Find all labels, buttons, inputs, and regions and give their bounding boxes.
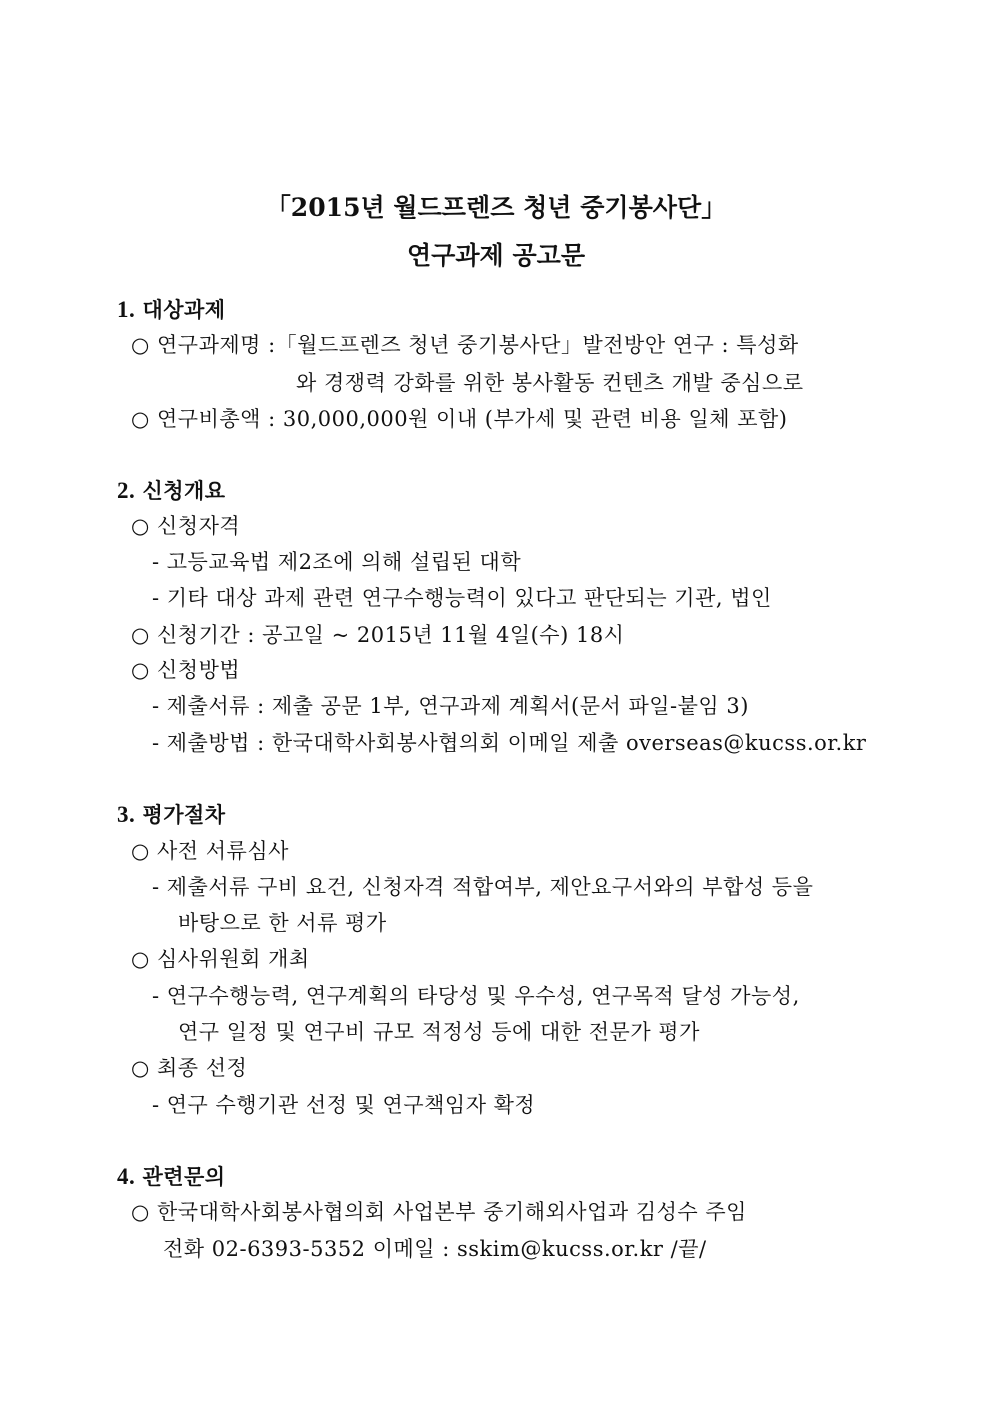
sub-item: - 고등교육법 제2조에 의해 설립된 대학: [152, 550, 522, 574]
section-2-heading: [117, 477, 226, 505]
sub-item: - 제출서류 구비 요건, 신청자격 적합여부, 제안요구서와의 부합성 등을: [152, 875, 814, 899]
section-number: 3.: [117, 802, 136, 827]
document-title: [0, 183, 992, 279]
title-line-1: 「2015년 월드프렌즈 청년 중기봉사단」: [265, 192, 727, 222]
list-item-continuation: 와 경쟁력 강화를 위한 봉사활동 컨텐츠 개발 중심으로: [296, 371, 804, 395]
section-3-heading: [117, 801, 226, 829]
section-title: 신청개요: [142, 478, 226, 503]
list-item: ○ 연구과제명 :「월드프렌즈 청년 중기봉사단」발전방안 연구 : 특성화: [131, 333, 799, 357]
section-title: 대상과제: [142, 297, 226, 322]
section-number: 2.: [117, 478, 136, 503]
sub-item: - 제출방법 : 한국대학사회봉사협의회 이메일 제출 overseas@kucss.or.kr: [152, 731, 867, 755]
list-item: ○ 사전 서류심사: [131, 839, 289, 863]
contact-line: 전화 02-6393-5352 이메일 : sskim@kucss.or.kr /끝/: [163, 1237, 707, 1261]
section-number: 1.: [117, 297, 136, 322]
list-item: ○ 연구비총액 : 30,000,000원 이내 (부가세 및 관련 비용 일체 포함): [131, 407, 788, 431]
section-1-heading: [117, 296, 226, 324]
sub-item: - 연구 수행기관 선정 및 연구책임자 확정: [152, 1093, 536, 1117]
sub-item-continuation: 바탕으로 한 서류 평가: [178, 911, 387, 935]
list-item: ○ 신청방법: [131, 658, 241, 682]
title-line-2: 연구과제 공고문: [406, 240, 586, 270]
section-title: 관련문의: [142, 1164, 226, 1189]
sub-item: - 기타 대상 과제 관련 연구수행능력이 있다고 판단되는 기관, 법인: [152, 586, 772, 610]
section-4-heading: [117, 1163, 226, 1191]
sub-item: - 제출서류 : 제출 공문 1부, 연구과제 계획서(문서 파일-붙임 3): [152, 694, 749, 718]
list-item: ○ 심사위원회 개최: [131, 947, 310, 971]
list-item: ○ 한국대학사회봉사협의회 사업본부 중기해외사업과 김성수 주임: [131, 1200, 747, 1224]
sub-item-continuation: 연구 일정 및 연구비 규모 적정성 등에 대한 전문가 평가: [178, 1020, 700, 1044]
list-item: ○ 신청기간 : 공고일 ~ 2015년 11월 4일(수) 18시: [131, 623, 625, 647]
list-item: ○ 최종 선정: [131, 1056, 248, 1080]
section-number: 4.: [117, 1164, 136, 1189]
list-item: ○ 신청자격: [131, 514, 241, 538]
sub-item: - 연구수행능력, 연구계획의 타당성 및 우수성, 연구목적 달성 가능성,: [152, 984, 800, 1008]
section-title: 평가절차: [142, 802, 226, 827]
